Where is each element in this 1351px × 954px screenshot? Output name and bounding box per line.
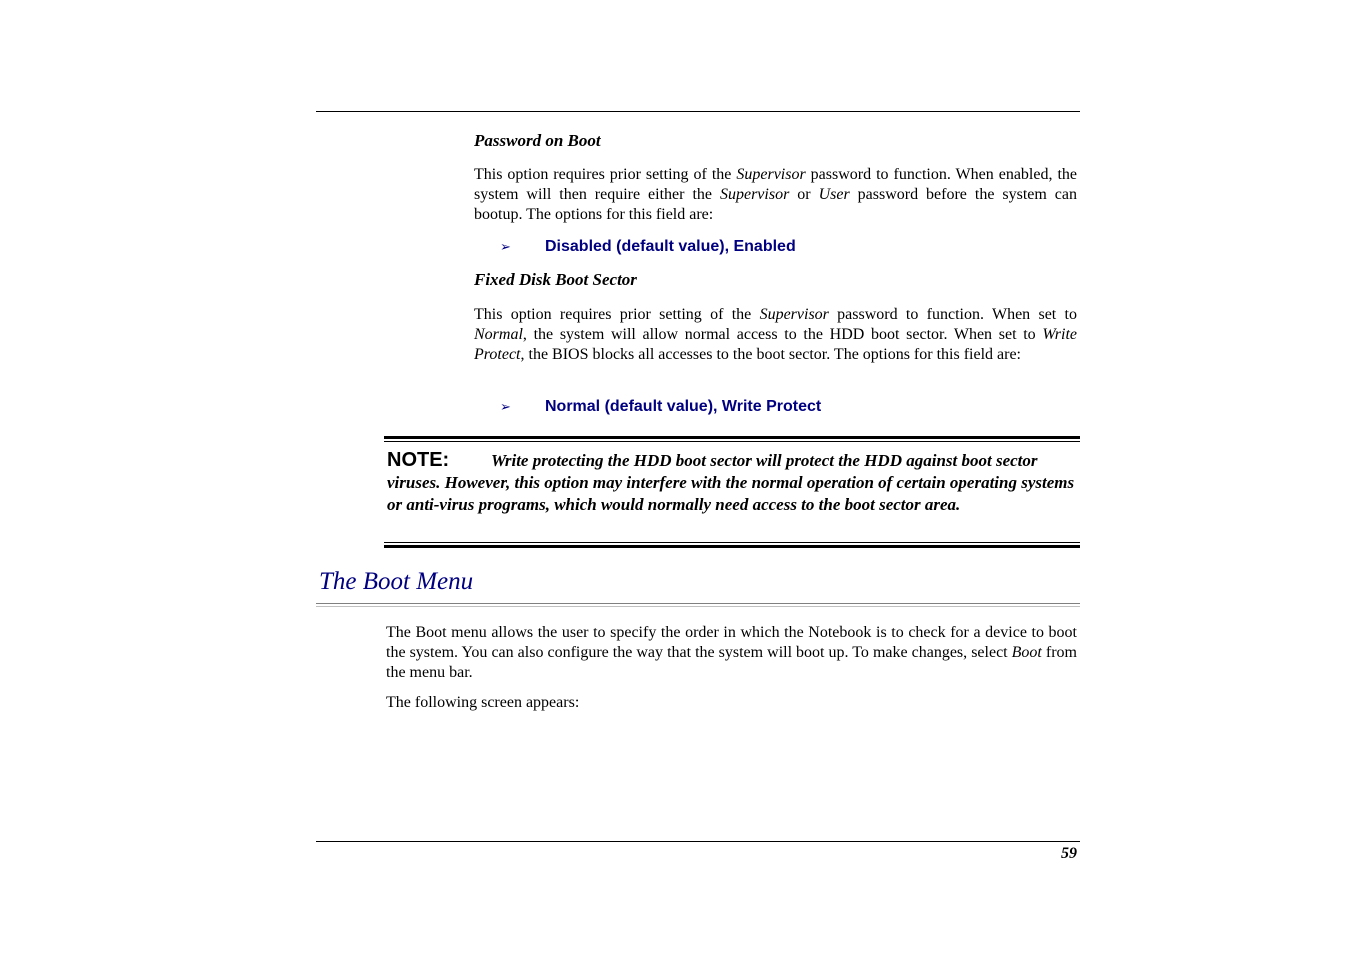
boot-menu-intro <box>386 623 1077 713</box>
note-box <box>384 436 1080 548</box>
header-rule <box>316 111 1080 112</box>
option-list-item <box>500 397 821 418</box>
arrow-bullet-icon: ➢ <box>500 400 511 415</box>
option-values: Disabled (default value), Enabled <box>545 238 796 255</box>
section-fixed-disk-boot-sector <box>474 270 1077 365</box>
note-text <box>387 449 1077 516</box>
note-top-rule <box>384 436 1080 442</box>
section-heading: Fixed Disk Boot Sector <box>474 270 637 289</box>
note-body: Write protecting the HDD boot sector will protect the HDD against boot sector viruses. However, this option may interfere with the normal operation of certain operating systems or anti-virus programs, which would normally need access to the boot sector area. <box>387 451 1075 514</box>
footer-rule <box>316 841 1080 842</box>
section-password-on-boot <box>474 131 1077 225</box>
chapter-heading: The Boot Menu <box>319 568 474 595</box>
note-label: NOTE: <box>387 449 450 471</box>
section-paragraph: This option requires prior setting of the Supervisor password to function. When set to Normal, the system will allow normal access to the HDD boot sector. When set to Write Protect, the BIOS blocks all accesses to the boot sector. The options for this field are: <box>474 306 1077 363</box>
section-paragraph: The following screen appears: <box>386 694 580 711</box>
heading-rule <box>316 603 1080 607</box>
page-number: 59 <box>1061 845 1077 862</box>
option-values: Normal (default value), Write Protect <box>545 398 822 415</box>
arrow-bullet-icon: ➢ <box>500 240 511 255</box>
note-bottom-rule <box>384 542 1080 548</box>
section-paragraph: The Boot menu allows the user to specify the order in which the Notebook is to check for a device to boot the system. You can also configure the way that the system will boot up. To make changes, select Boot from the menu bar. <box>386 624 1078 681</box>
section-heading: Password on Boot <box>474 131 601 150</box>
section-paragraph: This option requires prior setting of the Supervisor password to function. When enabled, the system will then require either the Supervisor or User password before the system can bootup. The options for this field are: <box>474 166 1078 223</box>
option-list-item <box>500 237 796 258</box>
